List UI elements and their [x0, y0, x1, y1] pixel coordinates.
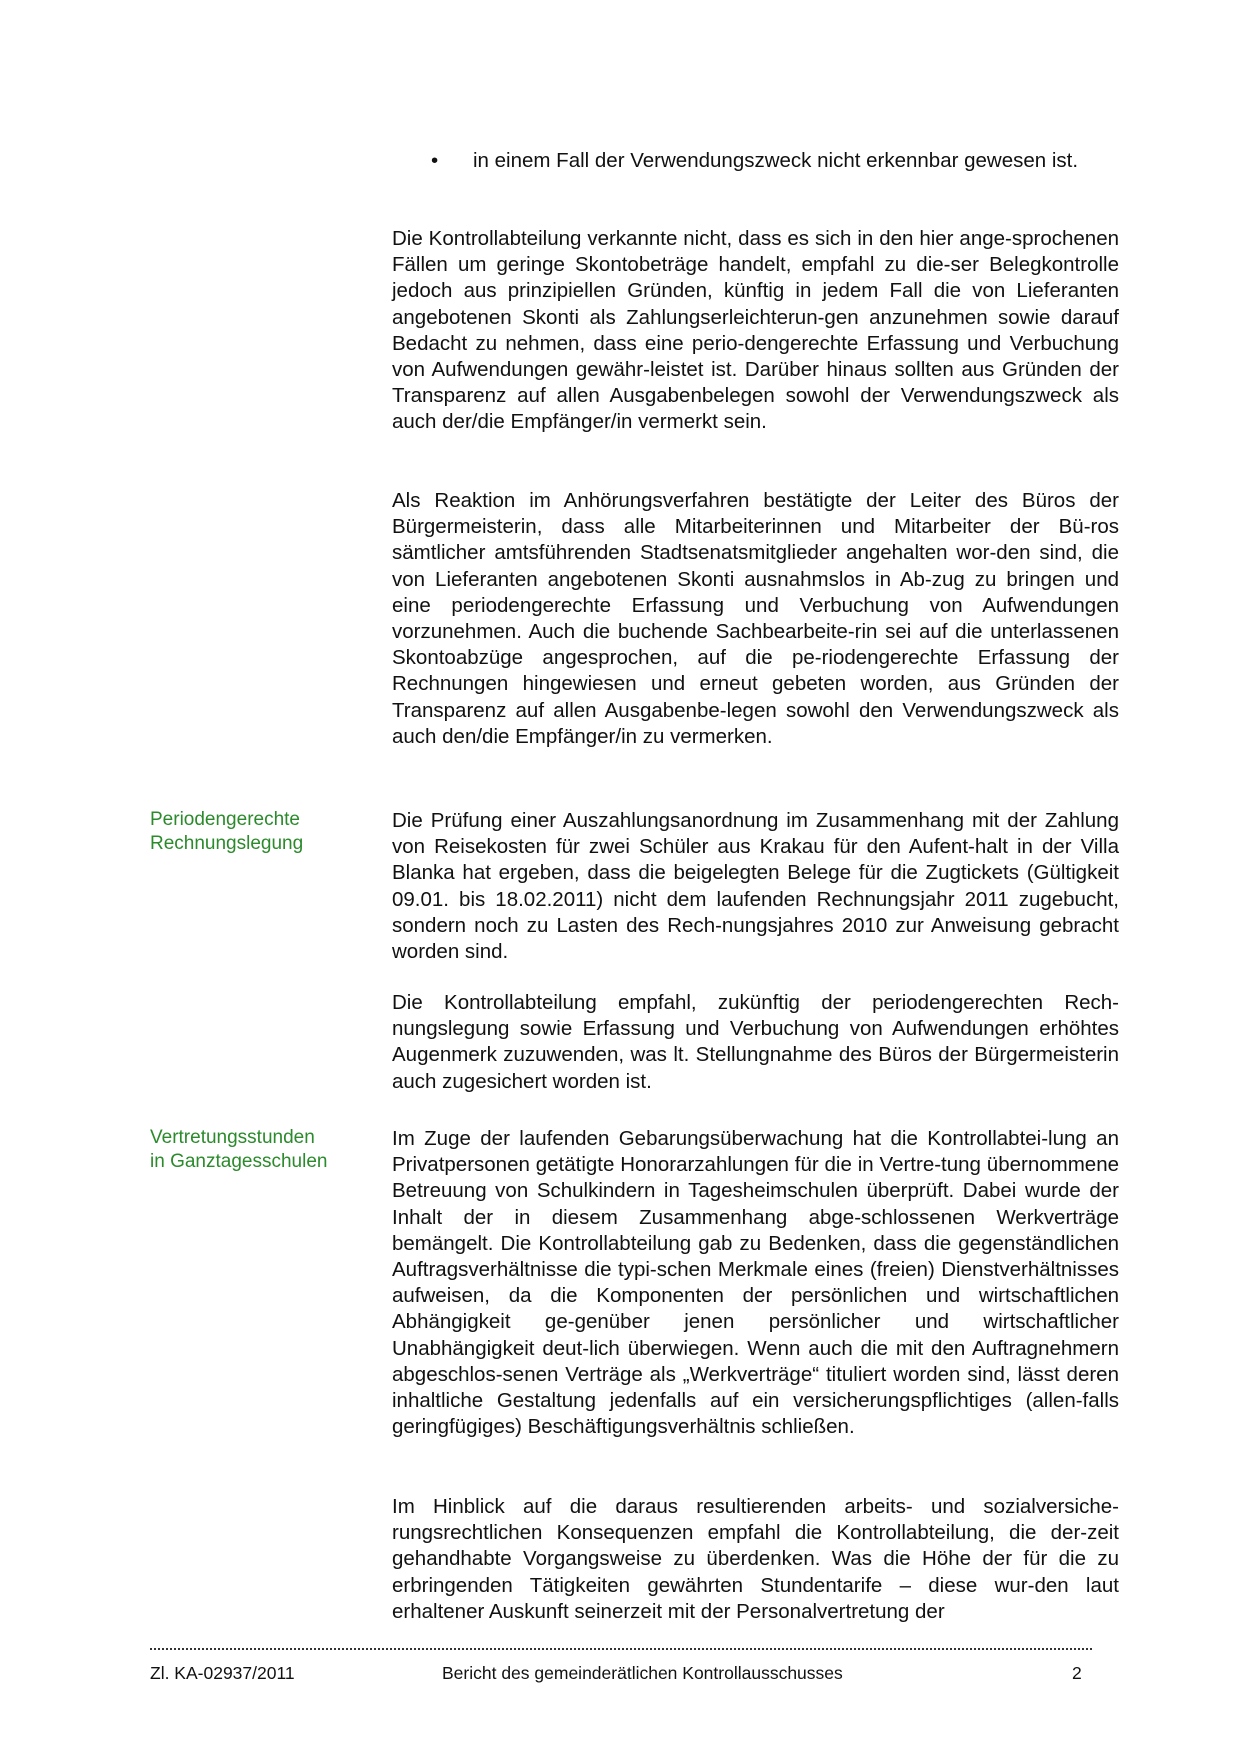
paragraph-text: Im Hinblick auf die daraus resultierenden arbeits- und sozialversiche-rungsrechtlichen Konsequenzen empfahl die Kontrollabteilung, die der-zeit gehandhabte Vorgangsweise zu überdenken. Was die Höhe der für die zu erbringenden Tätigkeiten gewährten Stundentarife – diese wur-den laut erhaltener Auskunft seinerzeit mit der Personalvertretung der: [392, 1495, 1119, 1623]
paragraph-text: Als Reaktion im Anhörungsverfahren bestätigte der Leiter des Büros der Bürgermeisterin, dass alle Mitarbeiterinnen und Mitarbeiter der Bü-ros sämtlicher amtsführenden Stadtsenatsmitglieder angehalten wor-den sind, die von Lieferanten angebotenen Skonti ausnahmslos in Ab-zug zu bringen und eine periodengerechte Erfassung und Verbuchung von Aufwendungen vorzunehmen. Auch die buchende Sachbearbeite-rin sei auf die unterlassenen Skontoabzüge angesprochen, auf die pe-riodengerechte Erfassung der Rechnungen hingewiesen und erneut gebeten worden, aus Gründen der Transparenz auf allen Ausgabenbe-legen sowohl den Verwendungszweck als auch den/die Empfänger/in zu vermerken.: [392, 489, 1119, 748]
bullet-symbol: •: [431, 149, 439, 172]
paragraph: [392, 488, 1119, 750]
paragraph: [392, 226, 1119, 436]
footer-title: Bericht des gemeinderätlichen Kontrollausschusses: [442, 1663, 843, 1683]
footer-reference: Zl. KA-02937/2011: [150, 1663, 295, 1683]
paragraph: [392, 1126, 1119, 1440]
paragraph: [392, 990, 1119, 1095]
bullet-text: in einem Fall der Verwendungszweck nicht erkennbar gewesen ist.: [473, 149, 1079, 172]
paragraph-text: Die Prüfung einer Auszahlungsanordnung im Zusammenhang mit der Zahlung von Reisekosten für zwei Schüler aus Krakau für den Aufent-halt in der Villa Blanka hat ergeben, dass die beigelegten Belege für die Zugtickets (Gültigkeit 09.01. bis 18.02.2011) nicht dem laufenden Rechnungsjahr 2011 zugebucht, sondern noch zu Lasten des Rech-nungsjahres 2010 zur Anweisung gebracht worden sind.: [392, 809, 1119, 964]
footer-page-number: 2: [1072, 1663, 1082, 1683]
paragraph: [392, 1494, 1119, 1625]
side-heading-vertretungsstunden: [150, 1126, 365, 1174]
bullet-item: [392, 148, 1119, 174]
side-heading-line: in Ganztagesschulen: [150, 1151, 328, 1172]
paragraph-text: Die Kontrollabteilung verkannte nicht, dass es sich in den hier ange-sprochenen Fällen um geringe Skontobeträge handelt, empfahl zu die-ser Belegkontrolle jedoch aus prinzipiellen Gründen, künftig in jedem Fall die von Lieferanten angebotenen Skonti als Zahlungserleichterun-gen anzunehmen sowie darauf Bedacht zu nehmen, dass eine perio-dengerechte Erfassung und Verbuchung von Aufwendungen gewähr-leistet ist. Darüber hinaus sollten aus Gründen der Transparenz auf allen Ausgabenbelegen sowohl der Verwendungszweck als auch der/die Empfänger/in vermerkt sein.: [392, 227, 1119, 434]
paragraph-text: Im Zuge der laufenden Gebarungsüberwachung hat die Kontrollabtei-lung an Privatpersonen getätigte Honorarzahlungen für die in Vertre-tung übernommene Betreuung von Schulkindern in Tagesheimschulen überprüft. Dabei wurde der Inhalt der in diesem Zusammenhang abge-schlossenen Werkverträge bemängelt. Die Kontrollabteilung gab zu Bedenken, dass die gegenständlichen Auftragsverhältnisse die typi-schen Merkmale eines (freien) Dienstverhältnisses aufweisen, da die Komponenten der persönlichen und wirtschaftlichen Abhängigkeit ge-genüber jenen persönlicher und wirtschaftlicher Unabhängigkeit deut-lich überwiegen. Wenn auch die mit den Auftragnehmern abgeschlos-senen Verträge als „Werkverträge“ tituliert worden sind, lässt deren inhaltliche Gestaltung jedenfalls auf ein versicherungspflichtiges (allen-falls geringfügiges) Beschäftigungsverhältnis schließen.: [392, 1127, 1119, 1439]
side-heading-line: Vertretungsstunden: [150, 1127, 315, 1148]
paragraph-text: Die Kontrollabteilung empfahl, zukünftig der periodengerechten Rech-nungslegung sowie Erfassung und Verbuchung von Aufwendungen erhöhtes Augenmerk zuzuwenden, was lt. Stellungnahme des Büros der Bürgermeisterin auch zugesichert worden ist.: [392, 991, 1119, 1093]
footer-divider: [150, 1648, 1092, 1650]
side-heading-line: Periodengerechte: [150, 809, 300, 830]
side-heading-periodengerechte-rechnungslegung: [150, 808, 365, 856]
paragraph: [392, 808, 1119, 965]
side-heading-line: Rechnungslegung: [150, 833, 304, 854]
